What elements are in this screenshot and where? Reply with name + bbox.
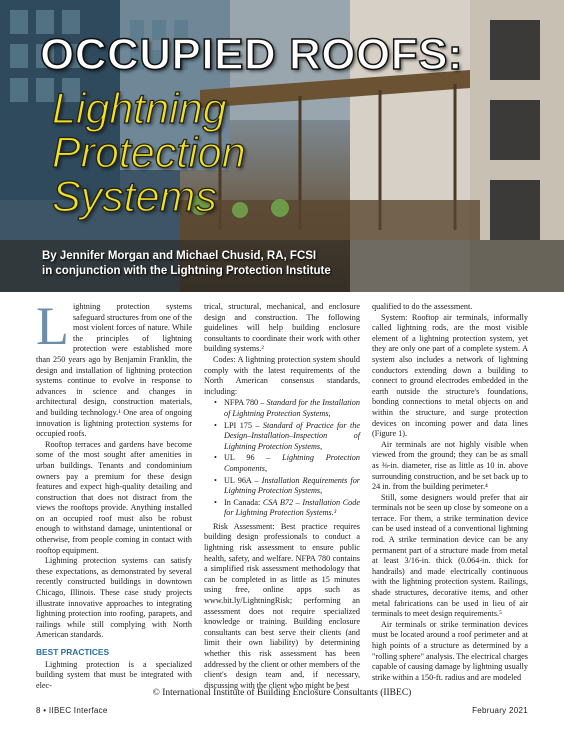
paragraph: Rooftop terraces and gardens have become some of the most sought after amenities in urban buildings. Tenants and condominium owners pay a premium for these design features and expect high-quality detailing and construction that does not distract from the views the rooftops provide. Anything installed on an occupied roof must also be robust enough to withstand damage, unintentional or otherwise, from people coming in contact with rooftop equipment. — [36, 439, 192, 555]
byline-affiliation: in conjunction with the Lightning Protection Institute — [42, 265, 331, 277]
paragraph: Lightning protection is a specialized building system that must be integrated with elec- — [36, 659, 192, 690]
paragraph: Air terminals or strike termination devices must be located around a roof perimeter and at high points of a structure as determined by a "rolling sphere" analysis. The electrical charges capable of causing damage by lightning usually strike within a 150-ft. radius and are modeled — [372, 619, 528, 682]
paragraph: System: Rooftop air terminals, informally called lightning rods, are the most visible element of a lightning protection system, yet they are only one part of a complete system. A system also includes a network of lightning conductors extending down a building to connect to ground electrodes embedded in the earth outside the structure's foundations, bonding connections to metal objects on and within the structure, and surge protection devices on incoming power and data lines (Figure 1). — [372, 312, 528, 439]
standards-list — [214, 398, 360, 519]
paragraph: Lightning protection systems can satisfy these expectations, as demonstrated by several recently constructed buildings in downtown Chicago, Illinois. These case study projects illustrate innovative approaches to integrating lightning protection into roofing, parapets, and railings while still complying with North American standards. — [36, 556, 192, 640]
column-3 — [372, 302, 528, 683]
paragraph: qualified to do the assessment. — [372, 302, 473, 311]
column-1 — [36, 296, 192, 691]
list-item: • NFPA 780 – Standard for the Installation of Lightning Protection Systems, — [214, 398, 360, 419]
hero-photo — [0, 0, 564, 292]
list-item: • In Canada: CSA B72 – Installation Code for Lightning Protection Systems.³ — [214, 498, 360, 519]
footer-date: February 2021 — [472, 706, 528, 715]
footer-page-label: 8 • IIBEC Interface — [36, 706, 108, 715]
list-item: • UL 96 – Lightning Protection Components, — [214, 453, 360, 474]
paragraph: Codes: A lightning protection system should comply with the latest requirements of the North American consensus standards, including: — [204, 354, 360, 396]
drop-cap: L — [36, 296, 69, 356]
article-subtitle-line-2: Protection — [52, 129, 246, 177]
article-title: OCCUPIED ROOFS: — [40, 30, 464, 79]
paragraph: Air terminals are not highly visible when viewed from the ground; they can be as small as ⅜-in. diameter, rise as little as 10 in. above surrounding construction, and be set back up to 24 in. from the building perimeter.⁴ — [372, 439, 528, 492]
list-item: • UL 96A – Installation Requirements for Lightning Protection Systems, — [214, 476, 360, 497]
article-subtitle-line-1: Lightning — [52, 85, 227, 133]
article-body — [36, 296, 528, 690]
section-heading: BEST PRACTICES — [36, 647, 110, 657]
article-subtitle-line-3: Systems — [52, 173, 217, 221]
byline-authors: By Jennifer Morgan and Michael Chusid, RA, FCSI — [42, 250, 317, 262]
copyright-notice: © International Institute of Building Enclosure Consultants (IIBEC) — [152, 688, 412, 698]
list-item: • LPI 175 – Standard of Practice for the Design–Installation–Inspection of Lightning Protection Systems, — [214, 421, 360, 453]
paragraph: Still, some designers would prefer that air terminals not be seen up close by someone on a terrace. For them, a strike termination device can be used instead of a conventional lightning rod. A strike termination device can be any permanent part of a structure made from metal at least 3/16-in. thick (0.064-in. thick for handrails) and made electrically continuous with the lightning protection system. Railings, shade structures, decorative items, and other metal fabrications can be used in lieu of air terminals to meet design requirements.⁵ — [372, 492, 528, 619]
paragraph: Risk Assessment: Best practice requires building design professionals to conduct a lightning risk assessment to ensure public health, safety, and welfare. NFPA 780 contains a simplified risk assessment methodology that can be completed in as little as 15 minutes using free, online apps such as www.bit.ly/LightningRisk; performing an assessment does not require specialized knowledge or training. Building enclosure consultants can best serve their clients (and limit their own liability) by determining whether this risk assessment has been addressed by the client or other members of the client's design team and, if necessary, discussing with the client who might be best — [204, 521, 360, 690]
paragraph: ightning protection systems safeguard structures from one of the most violent forces of nature. While the principles of lightning protection were established more than 250 years ago by Benjamin Franklin, the design and installation of lightning protection systems continue to evolve in response to advances in science and changes in architectural design, construction materials, and building technology.¹ One area of ongoing innovation is lightning protection systems for occupied roofs. — [36, 302, 192, 439]
column-2 — [204, 302, 360, 691]
paragraph: trical, structural, mechanical, and enclosure design and construction. The following guidelines will help building enclosure consultants to coordinate their work with other building systems.² — [204, 302, 360, 354]
